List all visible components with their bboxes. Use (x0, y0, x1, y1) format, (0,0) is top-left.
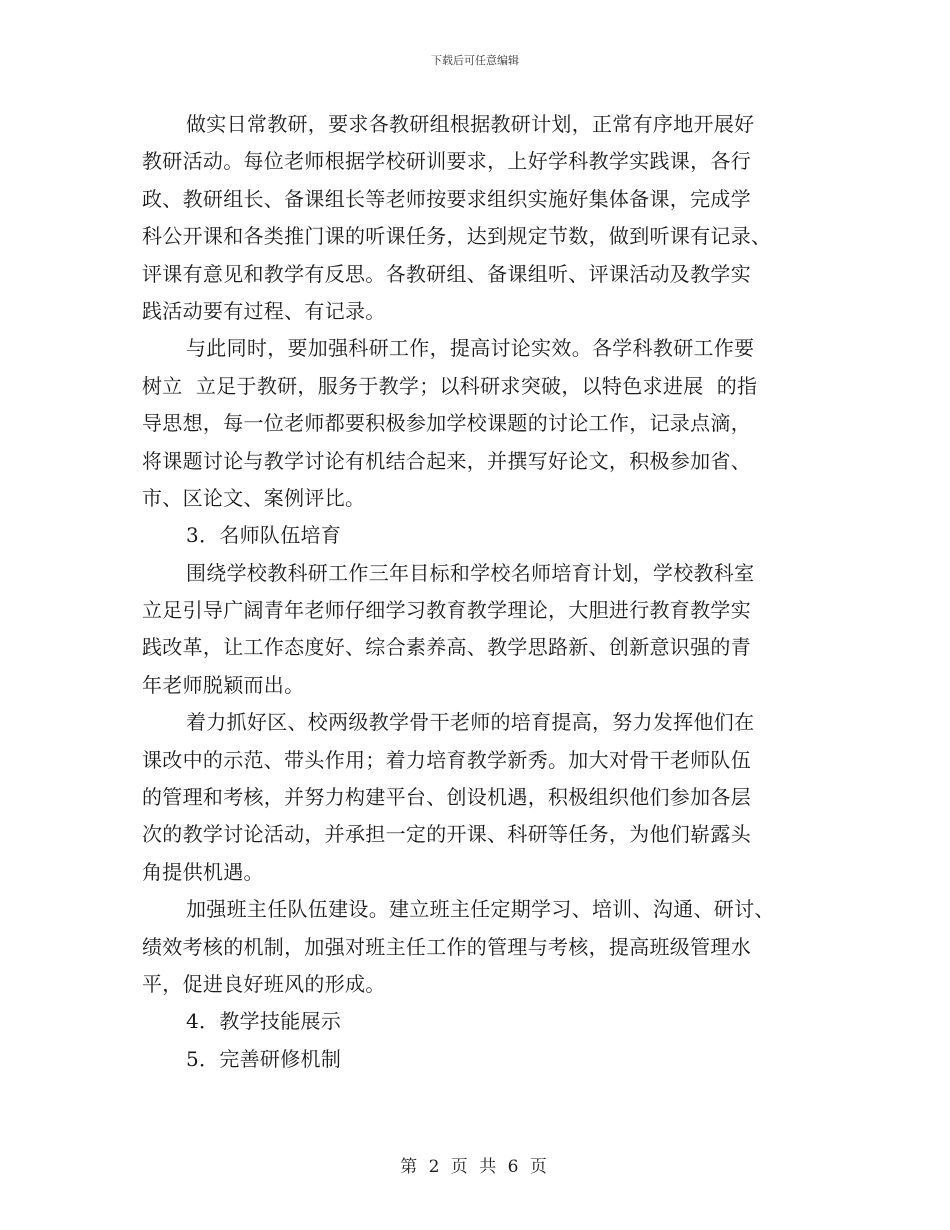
text-line: 角提供机遇。 (142, 859, 264, 884)
text-line: 围绕学校教科研工作三年目标和学校名师培育计划，学校教科室 (186, 560, 755, 585)
text-line: 政、教研组长、备课组长等老师按要求组织实施好集体备课，完成学 (142, 186, 751, 211)
text-line: 践改革，让工作态度好、综合素养高、教学思路新、创新意识强的青 (142, 635, 751, 660)
text-line: 着力抓好区、校两级教学骨干老师的培育提高，努力发挥他们在 (186, 710, 755, 735)
text-line: 绩效考核的机制，加强对班主任工作的管理与考核，提高班级管理水 (142, 934, 751, 959)
text-line: 教研活动。每位老师根据学校研训要求，上好学科教学实践课，各行 (142, 149, 751, 174)
document-body (142, 106, 822, 1078)
page-header: 下载后可任意编辑 (431, 54, 519, 67)
text-line: 加强班主任队伍建设。建立班主任定期学习、培训、沟通、研讨、 (186, 897, 775, 922)
text-line: 课改中的示范、带头作用；着力培育教学新秀。加大对骨干老师队伍 (142, 747, 751, 772)
text-line: 年老师脱颖而出。 (142, 672, 305, 697)
text-line: 市、区论文、案例评比。 (142, 485, 366, 510)
page-number: 第 2 页 共 6 页 (400, 1157, 550, 1177)
text-line: 次的教学讨论活动，并承担一定的开课、科研等任务，为他们崭露头 (142, 822, 751, 847)
text-line: 做实日常教研，要求各教研组根据教研计划，正常有序地开展好 (186, 112, 755, 136)
text-line: 导思想，每一位老师都要积极参加学校课题的讨论工作，记录点滴， (142, 411, 751, 436)
section-heading: 3．名师队伍培育 (186, 523, 342, 548)
text-line: 科公开课和各类推门课的听课任务，达到规定节数，做到听课有记录、 (142, 224, 772, 249)
section-heading: 4．教学技能展示 (186, 1009, 342, 1034)
text-line: 与此同时，要加强科研工作，提高讨论实效。各学科教研工作要 (186, 336, 755, 361)
text-line: 评课有意见和教学有反思。各教研组、备课组听、评课活动及教学实 (142, 261, 751, 286)
text-line: 平，促进良好班风的形成。 (142, 971, 386, 996)
text-line: 立足引导广阔青年老师仔细学习教育教学理论，大胆进行教育教学实 (142, 598, 751, 623)
text-line: 将课题讨论与教学讨论有机结合起来，并撰写好论文，积极参加省、 (142, 448, 751, 473)
section-heading: 5．完善研修机制 (186, 1046, 342, 1071)
text-line: 树立 立足于教研，服务于教学；以科研求突破，以特色求进展 的指 (142, 373, 758, 398)
text-line: 践活动要有过程、有记录。 (142, 298, 386, 323)
text-line: 的管理和考核，并努力构建平台、创设机遇，积极组织他们参加各层 (142, 785, 751, 810)
